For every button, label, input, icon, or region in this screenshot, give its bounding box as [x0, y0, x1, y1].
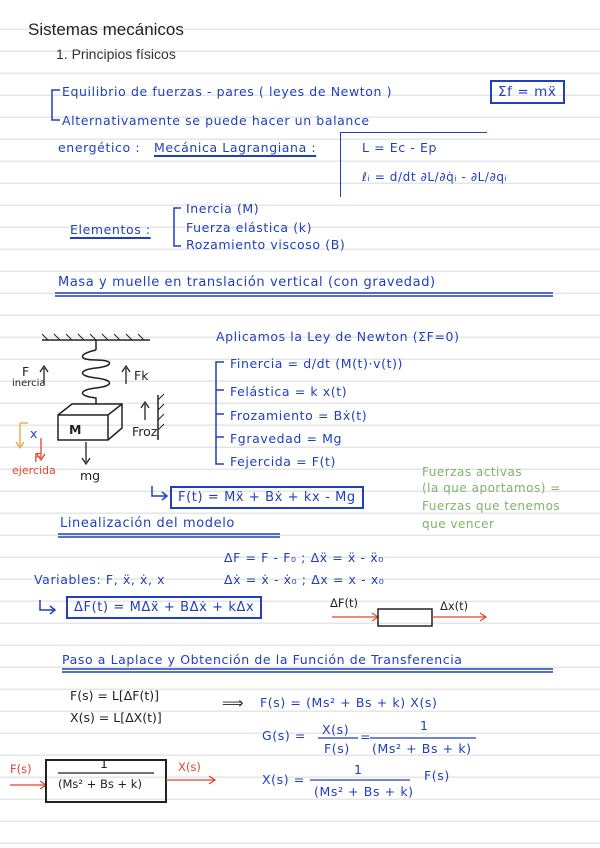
- block-in: F(s): [10, 762, 32, 776]
- green-note: Fuerzas activas: [422, 465, 523, 479]
- block-den: (Ms² + Bs + k): [58, 777, 142, 791]
- newton-item: Finercia = d/dt (M(t)·v(t)): [230, 356, 404, 371]
- mass-block: [58, 404, 122, 440]
- f-ejercida-sub: ejercida: [12, 464, 56, 477]
- newton-law-box: Σf = mẍ: [490, 80, 565, 104]
- g-rnum: 1: [420, 718, 429, 733]
- linear-variables: Variables: F, ẍ, ẋ, x: [34, 572, 166, 587]
- spring: [83, 350, 110, 404]
- newton-item: Fejercida = F(t): [230, 454, 337, 469]
- x-num: 1: [354, 762, 363, 777]
- linear-block-out: Δx(t): [440, 599, 469, 613]
- x-label: x: [30, 426, 38, 441]
- newton-item: Felástica = k x(t): [230, 384, 348, 399]
- element-item: Inercia (M): [186, 201, 260, 216]
- linear-result: ΔF(t) = MΔẍ + BΔẋ + kΔx: [66, 596, 262, 619]
- green-note: Fuerzas que tenemos: [422, 499, 561, 513]
- section1-title: Masa y muelle en translación vertical (con gravedad): [58, 275, 436, 290]
- linear-title: Linealización del modelo: [60, 516, 235, 531]
- block-num: 1: [100, 756, 108, 771]
- intro-bracket: [52, 90, 60, 120]
- element-item: Fuerza elástica (k): [186, 220, 313, 235]
- g-num: X(s): [322, 722, 350, 737]
- laplace-eq1: F(s) = L[ΔF(t)]: [70, 688, 159, 703]
- laplace-eq3: F(s) = (Ms² + Bs + k) X(s): [260, 695, 438, 710]
- newton-item: Fgravedad = Mg: [230, 431, 343, 446]
- implies-arrow: ⟹: [222, 694, 244, 712]
- laplace-title: Paso a Laplace y Obtención de la Función de Transferencia: [62, 652, 463, 667]
- g-equals: =: [360, 729, 372, 744]
- linear-block-in: ΔF(t): [330, 596, 358, 610]
- elements-label: Elementos :: [70, 222, 151, 237]
- f-ejercida-label: F: [34, 450, 42, 465]
- newton-item: Frozamiento = Bẋ(t): [230, 408, 368, 423]
- linear-eq1: ΔF = F - F₀ ; Δẍ = ẍ - ẍ₀: [224, 550, 384, 565]
- g-den: F(s): [324, 741, 350, 756]
- page-title: Sistemas mecánicos: [28, 20, 184, 39]
- f-inercia-sub: inercia: [12, 378, 46, 389]
- x-tail: F(s): [424, 768, 450, 783]
- lagrange-equation: ℓᵢ = d/dt ∂L/∂q̇ᵢ - ∂L/∂qᵢ: [362, 170, 508, 184]
- g-lhs: G(s) =: [262, 728, 306, 743]
- newton-result: F(t) = Mẍ + Bẋ + kx - Mg: [170, 486, 364, 509]
- mass-label: M: [69, 422, 82, 437]
- lagrangian-def: L = Ec - Ep: [362, 140, 438, 155]
- lagrangian-mechanics: Mecánica Lagrangiana :: [154, 140, 317, 155]
- intro-line1: Equilibrio de fuerzas - pares ( leyes de Newton ): [62, 84, 393, 99]
- lagrange-frame: [340, 132, 487, 197]
- laplace-eq2: X(s) = L[ΔX(t)]: [70, 710, 162, 725]
- intro-line3-prefix: energético :: [58, 140, 141, 155]
- f-k-label: Fk: [134, 368, 149, 383]
- block-out: X(s): [178, 760, 201, 774]
- g-rden: (Ms² + Bs + k): [372, 741, 472, 756]
- linear-block: [378, 609, 432, 626]
- newton-title: Aplicamos la Ley de Newton (ΣF=0): [216, 329, 460, 344]
- green-note: (la que aportamos) =: [422, 481, 561, 495]
- green-note: que vencer: [422, 517, 495, 531]
- elements-bracket: [174, 208, 181, 246]
- element-item: Rozamiento viscoso (B): [186, 237, 346, 252]
- x-lhs: X(s) =: [262, 772, 305, 787]
- linear-eq2: Δẋ = ẋ - ẋ₀ ; Δx = x - x₀: [224, 572, 385, 587]
- intro-line2: Alternativamente se puede hacer un balance: [62, 113, 370, 128]
- mg-label: mg: [80, 468, 101, 483]
- f-roz-label: Froz: [132, 424, 158, 439]
- x-den: (Ms² + Bs + k): [314, 784, 414, 799]
- page-subtitle: 1. Principios físicos: [56, 46, 176, 62]
- f-inercia-label: F: [22, 364, 30, 379]
- spring-mass-diagram: [16, 334, 164, 464]
